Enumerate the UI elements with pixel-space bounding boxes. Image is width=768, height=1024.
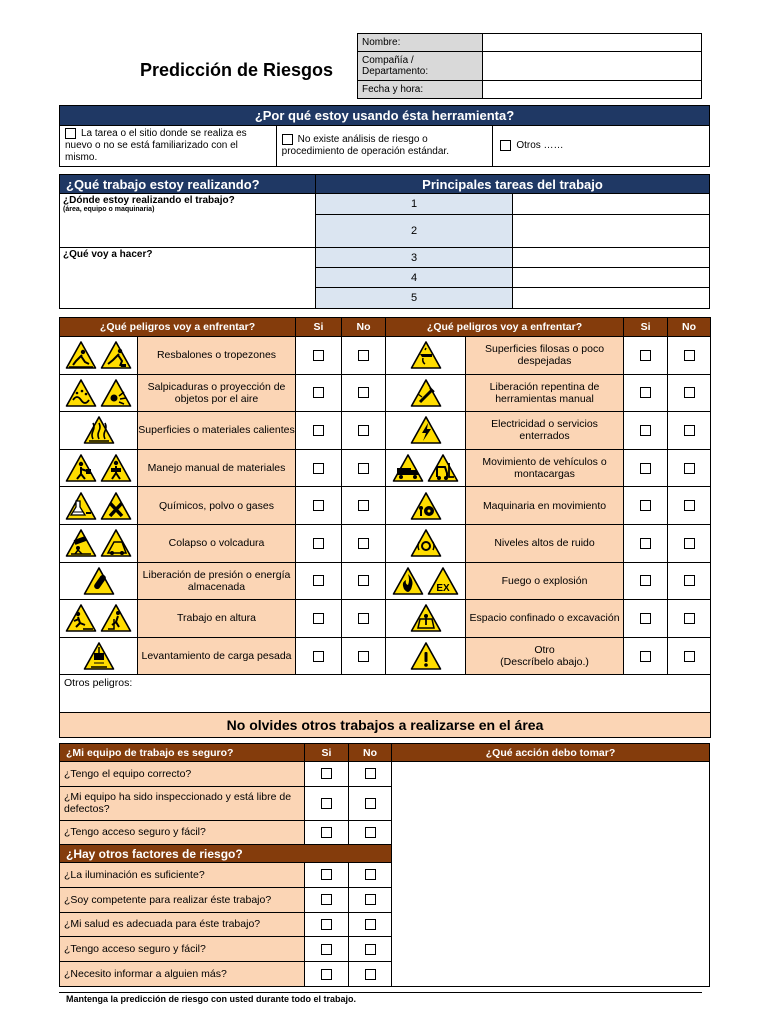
task-field-4[interactable] — [513, 268, 710, 288]
info-row-company — [358, 52, 702, 81]
checkbox[interactable] — [684, 387, 695, 398]
checkbox[interactable] — [640, 425, 651, 436]
checkbox[interactable] — [365, 919, 376, 930]
info-label-name: Nombre: — [358, 34, 483, 52]
hazard-yes-left: Si — [296, 318, 342, 337]
question-yes-checkbox[interactable] — [305, 887, 349, 912]
checkbox[interactable] — [321, 869, 332, 880]
tasks-header: Principales tareas del trabajo — [316, 175, 710, 194]
hot-surface-warning-icon — [83, 415, 115, 445]
fire-warning-icon — [392, 566, 424, 596]
question-no-checkbox[interactable] — [349, 762, 392, 787]
hazard-yes-checkbox[interactable] — [296, 600, 342, 638]
explosion-warning-icon — [427, 566, 459, 596]
checkbox[interactable] — [684, 575, 695, 586]
hazard-label: Movimiento de vehículos o montacargas — [466, 449, 624, 487]
hazard-row — [60, 600, 711, 638]
why-checkbox-2[interactable] — [282, 134, 293, 145]
checkbox[interactable] — [313, 575, 324, 586]
question-label: ¿Mi salud es adecuada para éste trabajo? — [60, 912, 305, 937]
checkbox[interactable] — [313, 463, 324, 474]
hazard-icons — [386, 412, 466, 450]
hazard-no-checkbox[interactable] — [342, 562, 386, 600]
hazard-yes-checkbox[interactable] — [624, 449, 668, 487]
electricity-warning-icon — [410, 415, 442, 445]
question-label: ¿Soy competente para realizar éste trabajo? — [60, 887, 305, 912]
hazard-yes-checkbox[interactable] — [296, 449, 342, 487]
hazard-yes-checkbox[interactable] — [624, 337, 668, 375]
question-label: ¿Mi equipo ha sido inspeccionado y está libre de defectos? — [60, 786, 305, 820]
hazard-label: Liberación de presión o energía almacenada — [138, 562, 296, 600]
hazard-icons — [60, 449, 138, 487]
other-hazards-field[interactable] — [60, 675, 711, 713]
checkbox[interactable] — [358, 500, 369, 511]
checkbox[interactable] — [358, 387, 369, 398]
why-option-1-label: La tarea o el sitio donde se realiza es nuevo o no se está familiarizado con el mismo. — [65, 128, 247, 164]
question-no-checkbox[interactable] — [349, 887, 392, 912]
hazard-icons — [386, 637, 466, 675]
hazard-no-checkbox[interactable] — [668, 562, 711, 600]
hazard-no-checkbox[interactable] — [342, 374, 386, 412]
hazard-no-checkbox[interactable] — [342, 524, 386, 562]
hazard-row — [60, 374, 711, 412]
checkbox[interactable] — [684, 613, 695, 624]
trip-warning-icon — [100, 340, 132, 370]
pressure-cylinder-icon — [83, 566, 115, 596]
hazard-label: Superficies o materiales calientes — [138, 412, 296, 450]
checkbox[interactable] — [321, 969, 332, 980]
slip-warning-icon — [65, 340, 97, 370]
hazard-icons — [386, 449, 466, 487]
checkbox[interactable] — [313, 387, 324, 398]
noise-warning-icon — [410, 528, 442, 558]
hazard-label: Electricidad o servicios enterrados — [466, 412, 624, 450]
hazard-no-checkbox[interactable] — [668, 374, 711, 412]
hazard-icons — [386, 337, 466, 375]
checkbox[interactable] — [684, 538, 695, 549]
hazard-label: Espacio confinado o excavación — [466, 600, 624, 638]
vehicle-warning-icon — [392, 453, 424, 483]
hazard-no-right: No — [668, 318, 711, 337]
height-warning-icon — [100, 603, 132, 633]
info-label-company: Compañía / Departamento: — [358, 52, 483, 81]
checkbox[interactable] — [640, 350, 651, 361]
reminder-banner: No olvides otros trabajos a realizarse en el área — [60, 713, 711, 738]
checkbox[interactable] — [684, 463, 695, 474]
checkbox[interactable] — [321, 768, 332, 779]
task-number: 2 — [316, 215, 513, 248]
why-option-other[interactable] — [493, 126, 710, 167]
checkbox[interactable] — [640, 463, 651, 474]
flying-objects-warning-icon — [100, 378, 132, 408]
moving-machinery-warning-icon — [410, 491, 442, 521]
hazard-no-checkbox[interactable] — [668, 337, 711, 375]
hazard-icons — [386, 374, 466, 412]
question-yes-checkbox[interactable] — [305, 762, 349, 787]
hazard-label: Salpicaduras o proyección de objetos por el aire — [138, 374, 296, 412]
hazard-no-checkbox[interactable] — [342, 637, 386, 675]
equipment-table — [59, 743, 710, 987]
checkbox[interactable] — [313, 425, 324, 436]
why-checkbox-3[interactable] — [500, 140, 511, 151]
hazard-no-checkbox[interactable] — [668, 412, 711, 450]
checkbox[interactable] — [358, 538, 369, 549]
hazard-no-checkbox[interactable] — [668, 637, 711, 675]
hazard-yes-checkbox[interactable] — [296, 562, 342, 600]
checkbox[interactable] — [684, 500, 695, 511]
question-label: ¿Tengo acceso seguro y fácil? — [60, 937, 305, 962]
hazard-label: Niveles altos de ruido — [466, 524, 624, 562]
hazard-yes-checkbox[interactable] — [624, 562, 668, 600]
hazard-label: Químicos, polvo o gases — [138, 487, 296, 525]
hazard-no-checkbox[interactable] — [342, 337, 386, 375]
equipment-rows — [60, 744, 710, 987]
action-field[interactable] — [392, 762, 710, 987]
checkbox[interactable] — [640, 500, 651, 511]
why-option-no-analysis[interactable] — [276, 126, 493, 167]
checkbox[interactable] — [358, 350, 369, 361]
hazard-icons — [386, 600, 466, 638]
task-number: 5 — [316, 288, 513, 309]
hazard-yes-checkbox[interactable] — [624, 487, 668, 525]
hazard-yes-checkbox[interactable] — [624, 524, 668, 562]
checkbox[interactable] — [321, 827, 332, 838]
question-no-checkbox[interactable] — [349, 962, 392, 987]
hazard-label: Levantamiento de carga pesada — [138, 637, 296, 675]
checkbox[interactable] — [684, 350, 695, 361]
harmful-warning-icon — [100, 491, 132, 521]
hazard-no-checkbox[interactable] — [668, 524, 711, 562]
exclamation-warning-icon — [410, 641, 442, 671]
why-table — [59, 105, 710, 167]
task-field-5[interactable] — [513, 288, 710, 309]
hazard-label: Otro (Descríbelo abajo.) — [466, 637, 624, 675]
hazard-no-checkbox[interactable] — [342, 600, 386, 638]
why-option-3-label: Otros …… — [516, 140, 564, 152]
info-label-date: Fecha y hora: — [358, 81, 483, 99]
checkbox[interactable] — [313, 538, 324, 549]
checkbox[interactable] — [358, 651, 369, 662]
task-number: 4 — [316, 268, 513, 288]
checkbox[interactable] — [640, 575, 651, 586]
where-hint: (área, equipo o maquinaria) — [63, 206, 155, 213]
why-option-2-label: No existe análisis de riesgo o procedimiento de operación estándar. — [281, 134, 449, 158]
sharp-edge-warning-icon — [410, 340, 442, 370]
action-header: ¿Qué acción debo tomar? — [392, 744, 710, 762]
forklift-warning-icon — [427, 453, 459, 483]
question-no-checkbox[interactable] — [349, 912, 392, 937]
equipment-no-header: No — [349, 744, 392, 762]
checkbox[interactable] — [365, 768, 376, 779]
checkbox[interactable] — [640, 387, 651, 398]
svg-text:EX: EX — [436, 582, 450, 594]
hazard-label: Resbalones o tropezones — [138, 337, 296, 375]
task-field-1[interactable] — [513, 194, 710, 215]
question-label: ¿La iluminación es suficiente? — [60, 863, 305, 888]
hazard-yes-checkbox[interactable] — [624, 412, 668, 450]
date-field[interactable] — [483, 81, 702, 99]
manual-handling-warning-icon — [65, 453, 97, 483]
question-yes-checkbox[interactable] — [305, 820, 349, 845]
hazard-label: Manejo manual de materiales — [138, 449, 296, 487]
name-field[interactable] — [483, 34, 702, 52]
checkbox[interactable] — [313, 651, 324, 662]
hazard-icons — [60, 637, 138, 675]
confined-space-warning-icon — [410, 603, 442, 633]
checkbox[interactable] — [365, 969, 376, 980]
why-checkbox-1[interactable] — [65, 128, 76, 139]
hazard-no-checkbox[interactable] — [668, 487, 711, 525]
hazard-icons — [386, 524, 466, 562]
hazard-row — [60, 412, 711, 450]
hazard-icons — [386, 487, 466, 525]
checkbox[interactable] — [365, 869, 376, 880]
checkbox[interactable] — [321, 894, 332, 905]
hazard-row — [60, 524, 711, 562]
hazard-icons — [60, 337, 138, 375]
task-number: 1 — [316, 194, 513, 215]
hazard-no-checkbox[interactable] — [668, 449, 711, 487]
work-header: ¿Qué trabajo estoy realizando? — [60, 175, 316, 194]
checkbox[interactable] — [321, 798, 332, 809]
hazard-icons — [60, 487, 138, 525]
what-label: ¿Qué voy a hacer? — [63, 249, 153, 260]
hazard-row — [60, 487, 711, 525]
hazard-yes-checkbox[interactable] — [624, 637, 668, 675]
hazard-icons — [386, 562, 466, 600]
question-no-checkbox[interactable] — [349, 937, 392, 962]
what-cell[interactable] — [60, 248, 316, 309]
checkbox[interactable] — [365, 894, 376, 905]
hazard-yes-checkbox[interactable] — [296, 487, 342, 525]
page-title: Predicción de Riesgos — [140, 60, 334, 80]
hazard-header-right: ¿Qué peligros voy a enfrentar? — [386, 318, 624, 337]
hazard-label: Fuego o explosión — [466, 562, 624, 600]
hazard-label: Colapso o volcadura — [138, 524, 296, 562]
hazard-yes-checkbox[interactable] — [296, 637, 342, 675]
hazard-icons — [60, 600, 138, 638]
info-row-date — [358, 81, 702, 99]
hazard-yes-checkbox[interactable] — [296, 374, 342, 412]
checkbox[interactable] — [640, 538, 651, 549]
hazard-icons — [60, 374, 138, 412]
question-no-checkbox[interactable] — [349, 786, 392, 820]
checkbox[interactable] — [365, 944, 376, 955]
hazard-row — [60, 337, 711, 375]
checkbox[interactable] — [321, 944, 332, 955]
tool-release-warning-icon — [410, 378, 442, 408]
hazard-yes-checkbox[interactable] — [296, 524, 342, 562]
fall-warning-icon — [65, 603, 97, 633]
checkbox[interactable] — [640, 651, 651, 662]
checkbox[interactable] — [358, 613, 369, 624]
question-yes-checkbox[interactable] — [305, 786, 349, 820]
hazard-yes-checkbox[interactable] — [624, 600, 668, 638]
chemical-warning-icon — [65, 491, 97, 521]
equipment-header: ¿Mi equipo de trabajo es seguro? — [60, 744, 305, 762]
checkbox[interactable] — [358, 425, 369, 436]
checkbox[interactable] — [313, 500, 324, 511]
checkbox[interactable] — [313, 613, 324, 624]
checkbox[interactable] — [365, 827, 376, 838]
why-option-new-task[interactable] — [60, 126, 277, 167]
hazard-no-checkbox[interactable] — [342, 412, 386, 450]
hazard-no-checkbox[interactable] — [668, 600, 711, 638]
hazard-label: Liberación repentina de herramientas manual — [466, 374, 624, 412]
work-table — [59, 174, 710, 309]
hazard-icons — [60, 524, 138, 562]
company-field[interactable] — [483, 52, 702, 81]
checkbox[interactable] — [358, 575, 369, 586]
question-yes-checkbox[interactable] — [305, 912, 349, 937]
hazard-icons — [60, 562, 138, 600]
task-number: 3 — [316, 248, 513, 268]
hazard-yes-checkbox[interactable] — [624, 374, 668, 412]
hazard-row — [60, 637, 711, 675]
question-no-checkbox[interactable] — [349, 820, 392, 845]
checkbox[interactable] — [313, 350, 324, 361]
info-table — [357, 33, 702, 99]
hazard-icons — [60, 412, 138, 450]
checkbox[interactable] — [365, 798, 376, 809]
question-label: ¿Tengo acceso seguro y fácil? — [60, 820, 305, 845]
hazard-label: Maquinaria en movimiento — [466, 487, 624, 525]
hazard-yes-right: Si — [624, 318, 668, 337]
checkbox[interactable] — [684, 425, 695, 436]
splash-warning-icon — [65, 378, 97, 408]
hazard-label: Trabajo en altura — [138, 600, 296, 638]
question-row — [60, 762, 710, 787]
checkbox[interactable] — [358, 463, 369, 474]
hazard-header-left: ¿Qué peligros voy a enfrentar? — [60, 318, 296, 337]
hazard-no-left: No — [342, 318, 386, 337]
hazard-no-checkbox[interactable] — [342, 449, 386, 487]
checkbox[interactable] — [321, 919, 332, 930]
footer-note: Mantenga la predicción de riesgo con usted durante todo el trabajo. — [66, 994, 357, 1004]
collapse-warning-icon — [65, 528, 97, 558]
other-factors-header: ¿Hay otros factores de riesgo? — [60, 845, 392, 863]
question-no-checkbox[interactable] — [349, 863, 392, 888]
hazard-rows — [60, 337, 711, 675]
suspended-load-warning-icon — [83, 641, 115, 671]
hazard-yes-checkbox[interactable] — [296, 412, 342, 450]
hazard-table — [59, 317, 711, 738]
hazard-no-checkbox[interactable] — [342, 487, 386, 525]
equipment-yes-header: Si — [305, 744, 349, 762]
task-field-3[interactable] — [513, 248, 710, 268]
question-yes-checkbox[interactable] — [305, 962, 349, 987]
overturn-warning-icon — [100, 528, 132, 558]
info-row-name — [358, 34, 702, 52]
where-label: ¿Dónde estoy realizando el trabajo? — [63, 195, 235, 206]
lifting-warning-icon — [100, 453, 132, 483]
hazard-row — [60, 449, 711, 487]
question-yes-checkbox[interactable] — [305, 863, 349, 888]
checkbox[interactable] — [640, 613, 651, 624]
question-label: ¿Necesito informar a alguien más? — [60, 962, 305, 987]
question-yes-checkbox[interactable] — [305, 937, 349, 962]
checkbox[interactable] — [684, 651, 695, 662]
hazard-yes-checkbox[interactable] — [296, 337, 342, 375]
task-field-2[interactable] — [513, 215, 710, 248]
footer-rule — [59, 992, 702, 993]
question-label: ¿Tengo el equipo correcto? — [60, 762, 305, 787]
hazard-label: Superficies filosas o poco despejadas — [466, 337, 624, 375]
where-cell[interactable] — [60, 194, 316, 248]
other-hazards-label: Otros peligros: — [64, 677, 133, 690]
why-header: ¿Por qué estoy usando ésta herramienta? — [60, 106, 710, 126]
hazard-row — [60, 562, 711, 600]
